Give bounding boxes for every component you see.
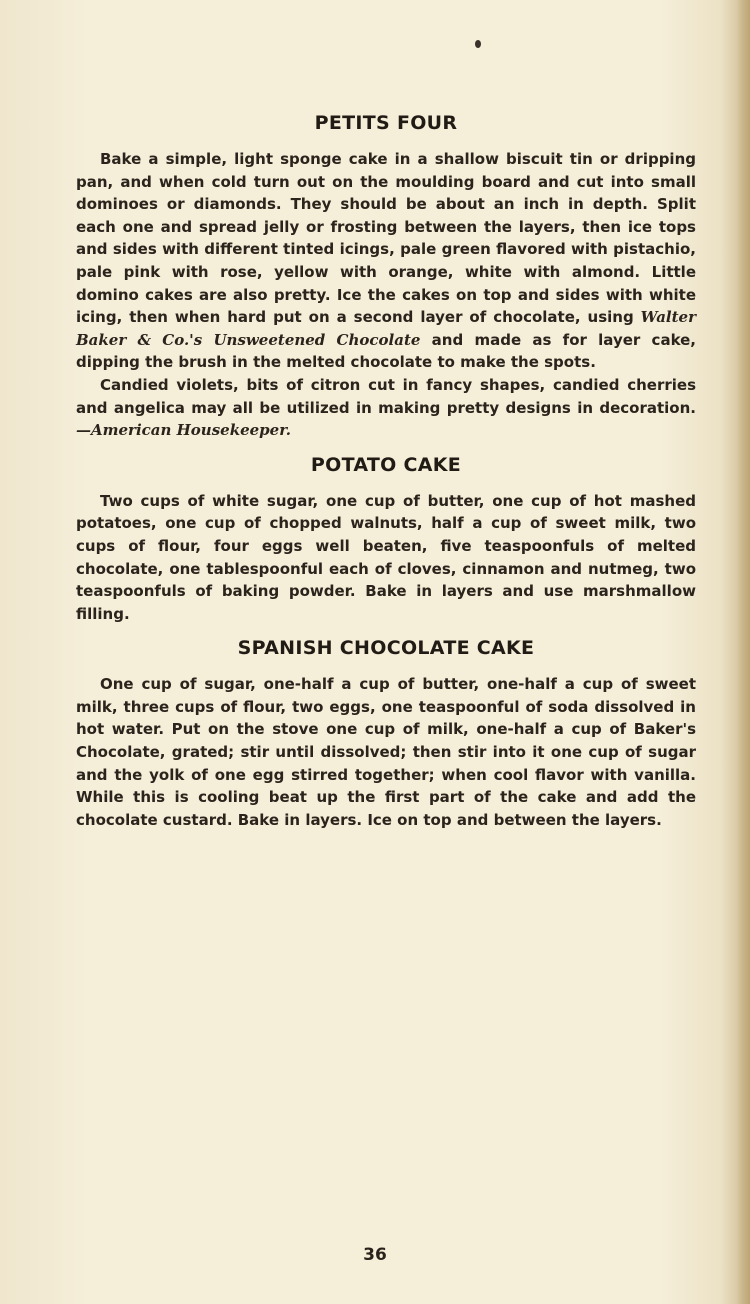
ink-speck-mark <box>475 40 481 48</box>
recipe-potato-cake <box>76 454 696 626</box>
petits-four-paragraph-2 <box>76 374 696 442</box>
page-number: 36 <box>363 1245 387 1265</box>
recipe-title-potato-cake: POTATO CAKE <box>310 453 462 476</box>
recipe-spanish-chocolate-cake <box>76 637 696 831</box>
page-edge-shadow <box>736 0 750 1304</box>
petits-four-p1-text-b: and made as for layer cake, dipping the brush in the melted chocolate to make the spots. <box>76 330 697 372</box>
petits-four-p2-text: Candied violets, bits of citron cut in fancy shapes, candied cherries and angelica may all be utilized in making pretty designs in decoration. <box>76 375 696 417</box>
petits-four-paragraph-1 <box>76 148 696 374</box>
recipe-petits-four <box>76 112 696 442</box>
petits-four-brand-italic: Walter Baker & Co.'s Unsweetened Chocolate <box>76 308 696 349</box>
recipe-title-spanish-chocolate-cake: SPANISH CHOCOLATE CAKE <box>237 637 535 660</box>
potato-cake-paragraph: Two cups of white sugar, one cup of butter, one cup of hot mashed potatoes, one cup of chopped walnuts, half a cup of sweet milk, two cups of flour, four eggs well beaten, five teaspoonfuls of melted chocolate, one tablespoonful each of cloves, cinnamon and nutmeg, two teaspoonfuls of baking powder. Bake in layers and use marshmallow filling. <box>76 491 696 623</box>
recipe-title-petits-four: PETITS FOUR <box>314 112 458 134</box>
spanish-chocolate-cake-paragraph: One cup of sugar, one-half a cup of butter, one-half a cup of sweet milk, three cups of flour, two eggs, one teaspoonful of soda dissolved in hot water. Put on the stove one cup of milk, one-half a cup of Baker's Chocolate, grated; stir until dissolved; then stir into it one cup of sugar and the yolk of one egg stirred together; when cool flavor with vanilla. While this is cooling beat up the first part of the cake and add the chocolate custard. Bake in layers. Ice on top and between the layers. <box>76 675 696 829</box>
page-content <box>76 112 696 831</box>
petits-four-source-italic: —American Housekeeper. <box>76 421 291 440</box>
petits-four-p1-text-a: Bake a simple, light sponge cake in a shallow biscuit tin or dripping pan, and when cold turn out on the moulding board and cut into small dominoes or diamonds. They should be about an inch in depth. Split each one and spread jelly or frosting between the layers, then ice tops and sides with different tinted icings, pale green flavored with pistachio, pale pink with rose, yellow with orange, white with almond. Little domino cakes are also pretty. Ice the cakes on top and sides with white icing, then when hard put on a second layer of chocolate, using <box>76 150 696 327</box>
